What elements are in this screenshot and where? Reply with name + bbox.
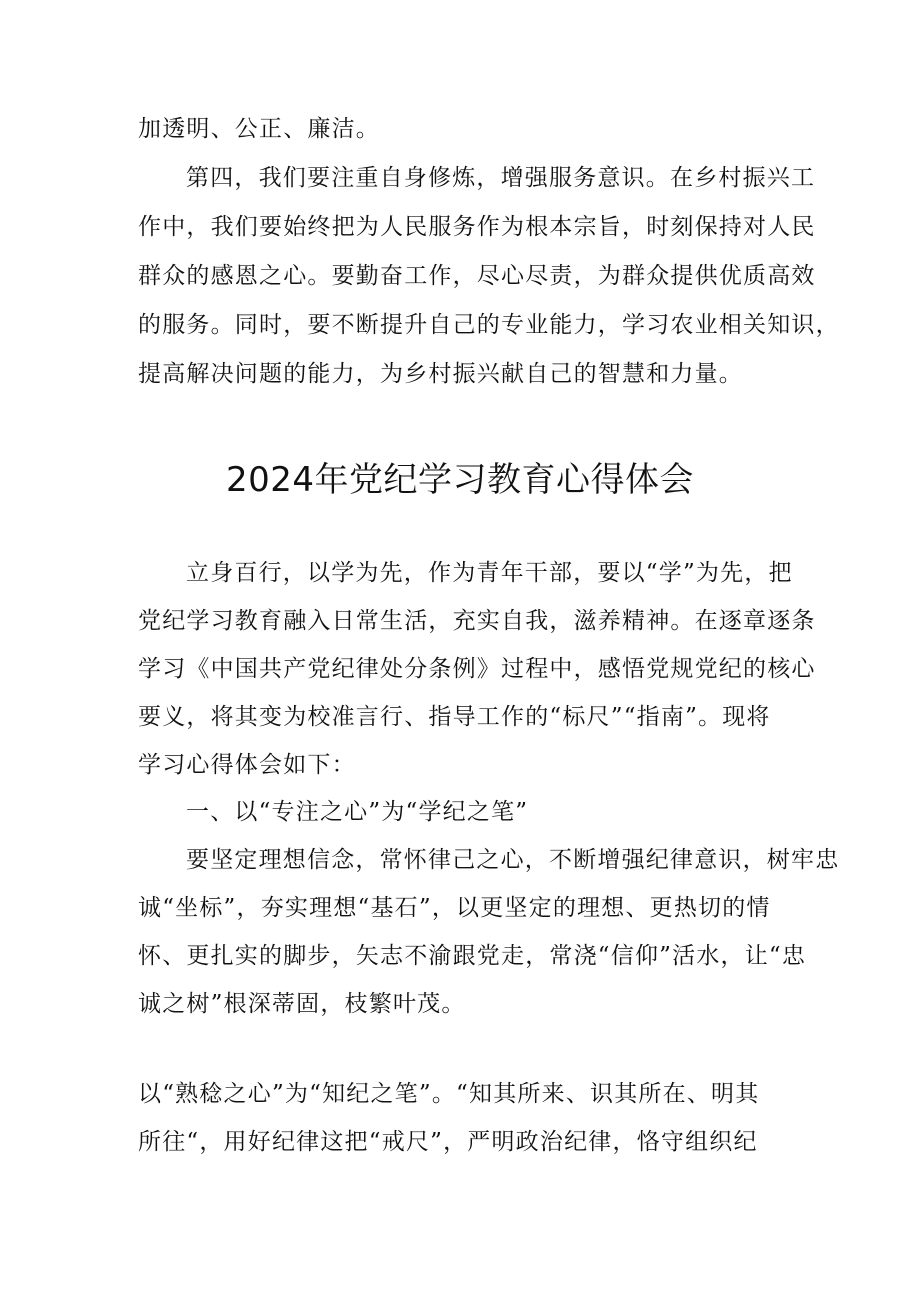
paragraph-line: 的服务。同时，要不断提升自己的专业能力，学习农业相关知识， — [138, 312, 840, 338]
paragraph-line: 所往“，用好纪律这把“戒尺”，严明政治纪律，恪守组织纪 — [138, 1129, 758, 1155]
paragraph-line: 要义，将其变为校准言行、指导工作的“标尺”“指南”。现将 — [138, 704, 771, 730]
paragraph-line: 要坚定理想信念，常怀律己之心，不断增强纪律意识，树牢忠 — [186, 847, 840, 873]
paragraph-line: 以“熟稔之心”为“知纪之笔”。“知其所来、识其所在、明其 — [138, 1081, 760, 1107]
paragraph-line: 第四，我们要注重自身修炼，增强服务意识。在乡村振兴工 — [186, 165, 816, 191]
paragraph-line: 诚之树”根深蒂固，枝繁叶茂。 — [138, 991, 466, 1017]
paragraph-line: 群众的感恩之心。要勤奋工作，尽心尽责，为群众提供优质高效 — [138, 263, 816, 289]
paragraph-line: 怀、更扎实的脚步，矢志不渝跟党走，常浇“信仰”活水，让“忠 — [138, 943, 807, 969]
paragraph-line: 学习心得体会如下： — [138, 752, 356, 778]
paragraph-line: 提高解决问题的能力，为乡村振兴献自己的智慧和力量。 — [138, 361, 743, 387]
section-heading: 一、以“专注之心”为“学纪之笔” — [186, 799, 529, 825]
paragraph-line: 学习《中国共产党纪律处分条例》过程中，感悟党规党纪的核心 — [138, 656, 816, 682]
paragraph-line: 诚“坐标”，夯实理想“基石”，以更坚定的理想、更热切的情 — [138, 895, 771, 921]
paragraph-line: 加透明、公正、廉洁。 — [138, 116, 380, 142]
document-title: 2024年党纪学习教育心得体会 — [225, 460, 695, 500]
paragraph-line: 立身百行，以学为先，作为青年干部，要以“学”为先，把 — [186, 560, 793, 586]
paragraph-line: 党纪学习教育融入日常生活，充实自我，滋养精神。在逐章逐条 — [138, 608, 816, 634]
paragraph-line: 作中，我们要始终把为人民服务作为根本宗旨，时刻保持对人民 — [138, 214, 816, 240]
